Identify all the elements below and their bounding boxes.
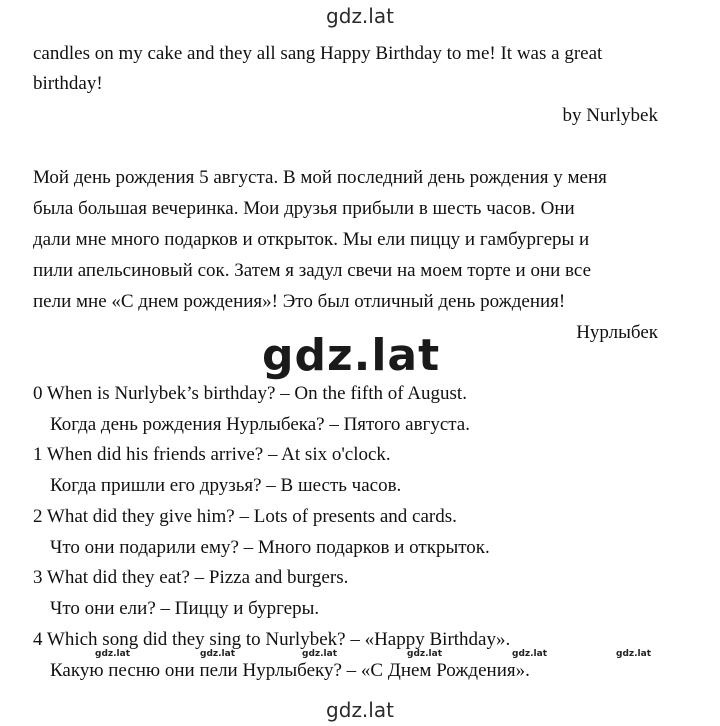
russian-signature: Нурлыбек [576, 322, 658, 343]
english-line: candles on my cake and they all sang Happy Birthday to me! It was a great [33, 43, 603, 64]
russian-line: дали мне много подарков и открыток. Мы ели пиццу и гамбургеры и [33, 229, 590, 250]
watermark-big: gdz.lat [262, 330, 441, 381]
watermark-small: gdz.lat [407, 649, 443, 659]
russian-line: Мой день рождения 5 августа. В мой последний день рождения у меня [33, 167, 607, 188]
qa-translation: Когда день рождения Нурлыбека? – Пятого августа. [50, 414, 470, 435]
russian-line: была большая вечеринка. Мои друзья прибыли в шесть часов. Они [33, 198, 575, 219]
qa-translation: Что они подарили ему? – Много подарков и открыток. [50, 537, 490, 558]
qa-translation: Что они ели? – Пиццу и бургеры. [50, 598, 320, 619]
watermark-small: gdz.lat [616, 649, 652, 659]
watermark-bottom: gdz.lat [326, 698, 394, 722]
watermark-small: gdz.lat [200, 649, 236, 659]
watermark-small: gdz.lat [302, 649, 338, 659]
watermark-small: gdz.lat [512, 649, 548, 659]
russian-line: пили апельсиновый сок. Затем я задул свечи на моем торте и они все [33, 260, 592, 281]
english-signature: by Nurlybek [562, 105, 658, 126]
qa-question: 2 What did they give him? – Lots of presents and cards. [33, 506, 457, 527]
qa-translation: Когда пришли его друзья? – В шесть часов. [50, 475, 402, 496]
qa-question: 3 What did they eat? – Pizza and burgers. [33, 567, 349, 588]
qa-translation: Какую песню они пели Нурлыбеку? – «С Днем Рождения». [50, 660, 530, 681]
english-line: birthday! [33, 73, 103, 94]
russian-line: пели мне «С днем рождения»! Это был отличный день рождения! [33, 291, 566, 312]
qa-question: 0 When is Nurlybek’s birthday? – On the fifth of August. [33, 383, 467, 404]
watermark-small: gdz.lat [95, 649, 131, 659]
qa-question: 4 Which song did they sing to Nurlybek? – «Happy Birthday». [33, 629, 511, 650]
watermark-top: gdz.lat [326, 4, 394, 28]
qa-question: 1 When did his friends arrive? – At six o'clock. [33, 444, 391, 465]
